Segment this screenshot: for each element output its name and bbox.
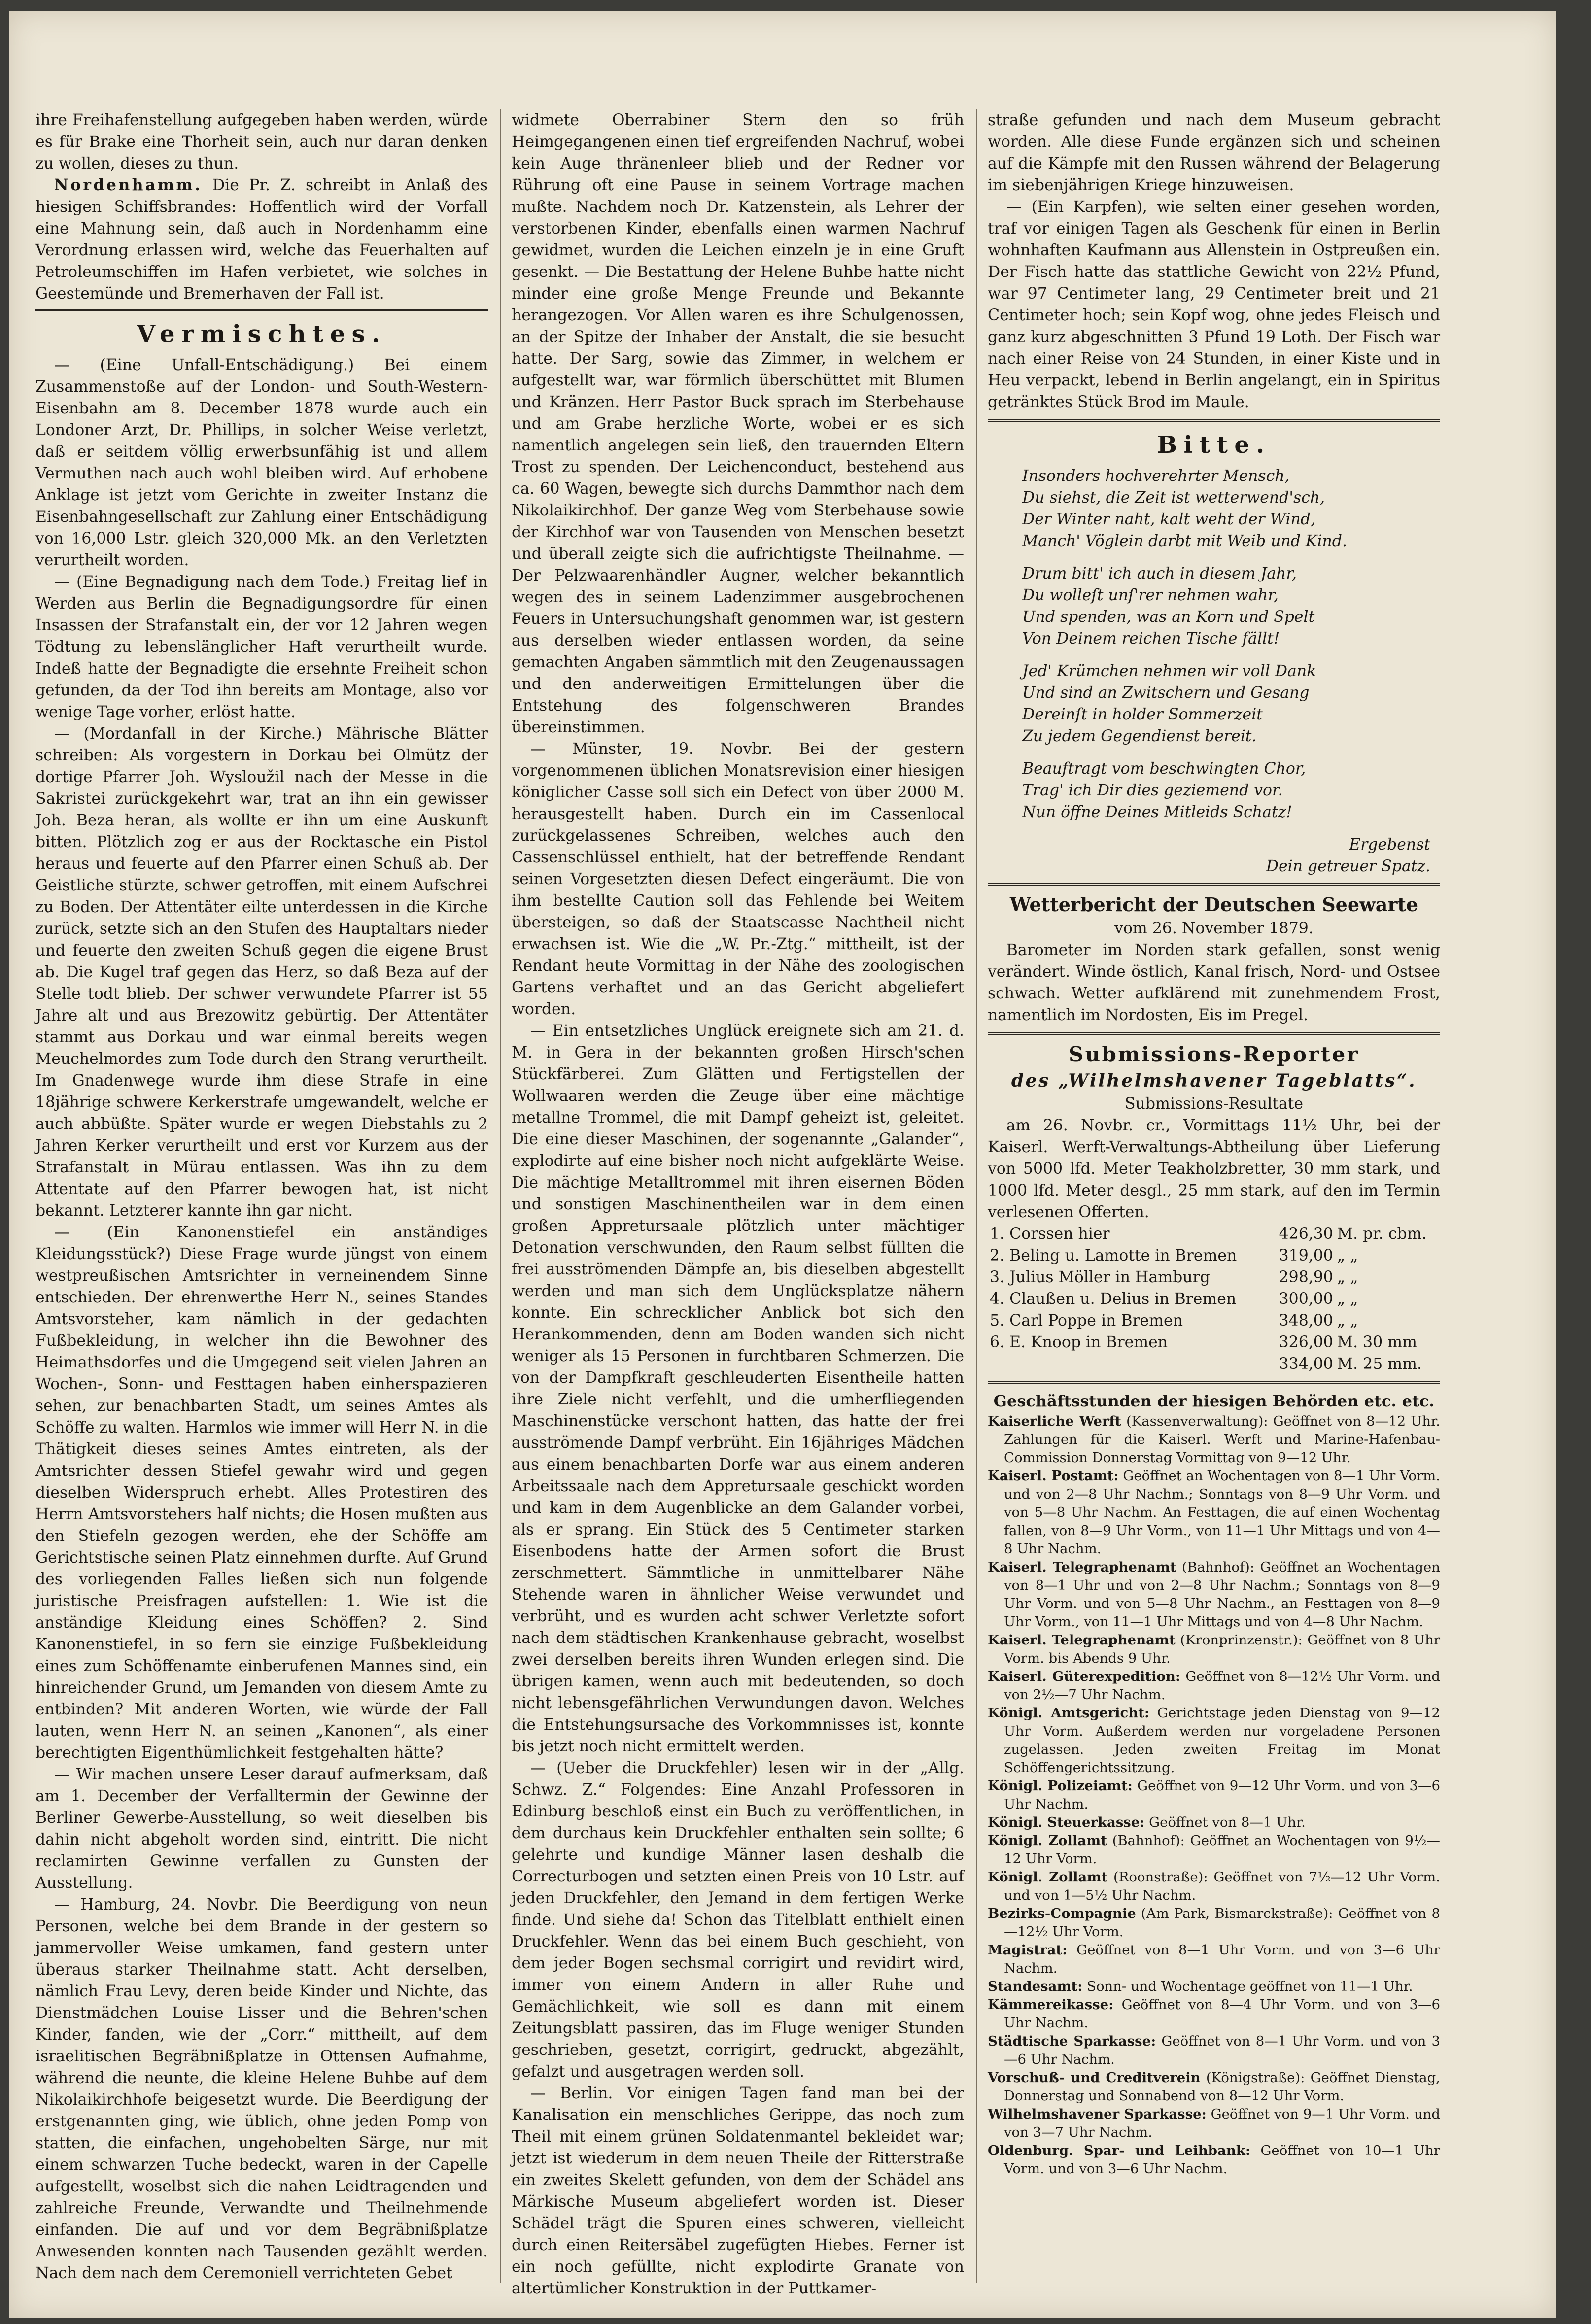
office-hours-text: Geöffnet von 8—1 Uhr Vorm. und von 3—6 Uhr Nachm.: [1004, 2033, 1440, 2067]
article-muenster: — Münster, 19. Novbr. Bei der gestern vorgenommenen üblichen Monatsrevision einer hiesigen königlicher Casse soll sich ein Defect von über 2000 M. herausgestellt haben. Durch ein im Cassenlocal zurückgelassenes Schreiben, welches auch den Cassenschlüssel enthielt, hat der betreffende Rendant seinen Vorgesetzten diesen Defect eingeräumt. Die von ihm bestellte Caution soll das Fehlende bei Weitem übersteigen, so daß der Staatscasse Nachtheil nicht erwachsen ist. Wie die „W. Pr.-Ztg.“ mittheilt, ist der Rendant heute Vormittag in der Nähe des zoologischen Gartens verhaftet und an das Gericht abgeliefert worden.: [512, 740, 964, 1018]
article-nordenhamm: [35, 174, 488, 305]
submission-subtitle: Submissions-Resultate: [1124, 1095, 1304, 1113]
submission-text: am 26. Novbr. cr., Vormittags 11½ Uhr, bei der Kaiserl. Werft-Verwaltungs-Abtheilung über Lieferung von 5000 lfd. Meter Teakholzbretter, 30 mm stark, und 1000 lfd. Meter desgl., 25 mm stark, auf den im Termin verlesenen Offerten.: [988, 1117, 1440, 1221]
article-dateline: Nordenhamm.: [54, 176, 203, 194]
divider: [988, 1381, 1440, 1384]
offer-unit: M. pr. cbm.: [1337, 1225, 1427, 1243]
offer-name: 2. Beling u. Lamotte in Bremen: [990, 1247, 1237, 1265]
office-name: Königl. Zollamt: [988, 1869, 1108, 1885]
office-name: Königl. Steuerkasse:: [988, 1814, 1145, 1830]
office-hours-text: Geöffnet von 8—4 Uhr Vorm. und von 3—6 Uhr Nachm.: [1004, 1997, 1440, 2031]
office-hours-text: Gerichtstage jeden Dienstag von 9—12 Uhr Vorm. Außerdem werden nur vorgeladene Personen zugelassen. Jeden zweiten Freitag im Monat Schöffengerichtssitzung.: [1004, 1705, 1441, 1776]
office-hours-list: [988, 1412, 1440, 2178]
article-gera-accident: — Ein entsetzliches Unglück ereignete sich am 21. d. M. in Gera in der bekannten großen Hirsch'schen Stückfärberei. Zum Glätten und Fertigstellen der Wollwaaren werden die Zeuge über eine mächtige metallne Trommel, die mit Dampf geheizt ist, geleitet. Die eine dieser Maschinen, der sogenannte „Galander“, explodirte auf eine bisher noch nicht aufgeklärte Weise. Die mächtige Metalltrommel mit ihren eisernen Böden und sonstigen Maschinentheilen war in dem einen großen Appretursaale plötzlich unter mächtiger Detonation verschwunden, den Raum selbst füllten die frei ausströmenden Dämpfe an, bis dieselben abgestellt werden und man sich dem Unglücksplatze nähern konnte. Ein schrecklicher Anblick bot sich den Herankommenden, denn am Boden wanden sich nicht weniger als 15 Personen in furchtbaren Schmerzen. Die von der Dampfkraft geschleuderten Eisentheile hatten ihre Ziele nicht verfehlt, und die umherfliegenden Maschinenstücke verschont hatten, das hatte der frei ausströmende Dampf verbrüht. Ein 16jähriges Mädchen aus einem benachbarten Dorfe war aus einem anderen Arbeitssaale nach dem Appretursaale geschickt worden und kam in dem Augenblicke an dem Galander vorbei, als er sprang. Ein Stück des 5 Centimeter starken Eisenbodens hatte der Armen sofort die Brust zerschmettert. Sämmtliche in unmittelbarer Nähe Stehende waren in ähnlicher Weise verwundet und verbrüht, und es wurden acht schwer Verletzte sofort nach dem städtischen Krankenhause gebracht, woselbst zwei derselben bereits ihren Wunden erlegen sind. Die übrigen kamen, wenn auch mit bedeutenden, so doch nicht lebensgefährlichen Verwundungen davon. Welches die Entstehungsursache des Vorkommnisses ist, konnte bis jetzt noch nicht ermittelt werden.: [512, 1022, 964, 1755]
poem-line: Du siehst, die Zeit ist wetterwend'sch,: [1022, 489, 1325, 507]
office-hours-text: Geöffnet von 8—12½ Uhr Vorm. und von 2½—7 Uhr Nachm.: [1004, 1669, 1440, 1703]
divider: [35, 309, 488, 311]
office-hours-text: (Bahnhof): Geöffnet an Wochentagen von 9½—12 Uhr Vorm.: [1004, 1833, 1440, 1867]
poem-stanza: [1022, 563, 1440, 649]
article-accident-compensation: — (Eine Unfall-Entschädigung.) Bei einem Zusammenstoße auf der London- und South-Western-Eisenbahn am 8. December 1878 wurde auch ein Londoner Arzt, Dr. Phillips, in solcher Weise verletzt, daß er seitdem völlig erwerbsunfähig ist und allem Vermuthen nach auch wohl bleiben wird. Auf erhobene Anklage ist jetzt vom Gerichte in zweiter Instanz die Eisenbahngesellschaft zur Zahlung einer Entschädigung von 16,000 Lstr. gleich 320,000 Mk. an den Verletzten verurtheilt worden.: [35, 356, 488, 569]
offer-name: 1. Corssen hier: [990, 1225, 1110, 1243]
office-hours-entry: [988, 1978, 1440, 1996]
offer-row: [988, 1266, 1440, 1288]
office-name: Vorschuß- und Creditverein: [988, 2070, 1201, 2085]
office-name: Kämmereikasse:: [988, 1997, 1114, 2013]
office-hours-entry: [988, 2142, 1440, 2178]
article-body: Die Pr. Z. schreibt in Anlaß des hiesigen Schiffsbrandes: Hoffentlich wird der Vorfall eine Mahnung sein, daß auch in Nordenhamm eine Verordnung erlassen wird, welche das Feuerhalten auf Petroleumschiffen im Hafen verbietet, wie solches in Geestemünde und Bremerhaven der Fall ist.: [35, 176, 488, 303]
office-hours-entry: [988, 1558, 1440, 1631]
offer-name: [988, 1353, 1270, 1375]
office-hours-entry: [988, 1704, 1440, 1777]
column-3: [988, 109, 1440, 2283]
weather-title: Wetterbericht der Deutschen Seewarte: [1009, 893, 1418, 916]
office-hours-entry: [988, 1777, 1440, 1813]
article-carp: — (Ein Karpfen), wie selten einer gesehen worden, traf vor einigen Tagen als Geschenk für einen in Berlin wohnhaften Kaufmann aus Allenstein in Ostpreußen ein. Der Fisch hatte das stattliche Gewicht von 22½ Pfund, war 97 Centimeter lang, 29 Centimeter breit und 21 Centimeter hoch; sein Kopf wog, ohne jedes Fleisch und ganz kurz abgeschnitten 3 Pfund 19 Loth. Der Fisch war nach einer Reise von 24 Stunden, in einer Kiste und in Heu verpackt, lebend in Berlin angelangt, ein in Spiritus getränktes Stück Brod im Maule.: [988, 198, 1440, 411]
poem-line: Nun öffne Deines Mitleids Schatz!: [1022, 803, 1292, 821]
column-rule: [500, 109, 501, 2283]
column-rule: [976, 109, 977, 2283]
office-name: Bezirks-Compagnie: [988, 1906, 1136, 1921]
offer-unit: „ „: [1337, 1290, 1358, 1308]
office-hours-entry: [988, 1996, 1440, 2032]
office-name: Kaiserliche Werft: [988, 1413, 1121, 1429]
poem-stanza: [1022, 465, 1440, 552]
office-name: Städtische Sparkasse:: [988, 2033, 1156, 2049]
poem-line: Jed' Krümchen nehmen wir voll Dank: [1022, 662, 1316, 680]
office-hours-text: Geöffnet von 8—1 Uhr Vorm. und von 3—6 Uhr Nachm.: [1004, 1942, 1440, 1976]
office-hours-text: Geöffnet von 8—1 Uhr.: [1144, 1814, 1306, 1830]
divider: [988, 419, 1440, 422]
offer-price: 319,00: [1279, 1247, 1333, 1265]
poem-title: Bitte.: [1157, 431, 1271, 459]
poem-line: Und spenden, was an Korn und Spelt: [1022, 608, 1315, 626]
poem-signature: Dein getreuer Spatz.: [1266, 857, 1430, 875]
office-name: Königl. Polizeiamt:: [988, 1778, 1133, 1794]
office-name: Kaiserl. Güterexpedition:: [988, 1669, 1180, 1684]
offer-price: 426,30: [1279, 1225, 1333, 1243]
divider: [988, 883, 1440, 886]
article-pardon: — (Eine Begnadigung nach dem Tode.) Freitag lief in Werden aus Berlin die Begnadigungsordre für einen Insassen der Strafanstalt ein, der vor 12 Jahren wegen Tödtung zu lebenslänglicher Haft verurtheilt wurde. Indeß hatte der Begnadigte die ersehnte Freiheit schon gefunden, da der Tod ihn bereits am Montage, also vor wenige Tage vorher, erlöst hatte.: [35, 573, 488, 721]
office-hours-entry: [988, 1668, 1440, 1704]
hours-title: Geschäftsstunden der hiesigen Behörden etc. etc.: [993, 1392, 1435, 1410]
poem-stanza: [1022, 758, 1440, 823]
offer-name: 4. Claußen u. Delius in Bremen: [990, 1290, 1237, 1308]
offer-price: 334,00: [1279, 1355, 1333, 1373]
article-exhibition: — Wir machen unsere Leser darauf aufmerksam, daß am 1. December der Verfalltermin der Gewinne der Berliner Gewerbe-Ausstellung, so weit dieselben bis dahin nicht abgeholt worden sind, eintritt. Die nicht reclamirten Gewinne verfallen zu Gunsten der Ausstellung.: [35, 1766, 488, 1892]
office-hours-entry: [988, 1412, 1440, 1467]
article-boots: — (Ein Kanonenstiefel ein anständiges Kleidungsstück?) Diese Frage wurde jüngst von einem westpreußischen Amtsrichter in verneinendem Sinne entschieden. Der ehrenwerthe Herr N., seines Standes Amtsvorsteher, kam nämlich in der gedachten Fußbekleidung, in welcher ihn die Bewohner des Heimathsdorfes und die Umgegend seit vielen Jahren an Wochen-, Sonn- und Festtagen haben einherspazieren sehen, zur benachbarten Stadt, um seines Amtes als Schöffe zu walten. Harmlos wie immer will Herr N. in die Thätigkeit dieses seines Amtes eintreten, als der Amtsrichter dessen Stiefel gewahr wird und gegen dieselben Widerspruch erhebt. Alles Protestiren des Herrn Amtsvorstehers half nichts; die Hosen mußten aus den Stiefeln gezogen werden, ehe der Schöffe am Gerichtstische seinen Platz einnehmen durfte. Auf Grund des vorliegenden Falles ließen sich nun folgende juristische Preisfragen aufstellen: 1. Wie ist die anständige Kleidung eines Schöffen? 2. Sind Kanonenstiefel, in so fern sie einzige Fußbekleidung eines zum Schöffenamte einberufenen Mannes sind, ein hinreichender Grund, um Jemanden von diesem Amte zu entbinden? Mit anderen Worten, wie würde der Fall lauten, wenn Herr N. an seinen „Kanonen“, als einer berechtigten Eigenthümlichkeit festgehalten hätte?: [35, 1224, 488, 1762]
office-hours-text: (Königstraße): Geöffnet Dienstag, Donnerstag und Sonnabend von 8—12 Uhr Vorm.: [1004, 2070, 1440, 2104]
office-hours-entry: [988, 2069, 1440, 2105]
office-name: Kaiserl. Telegraphenamt: [988, 1559, 1176, 1575]
office-hours-text: (Roonstraße): Geöffnet von 7½—12 Uhr Vorm. und von 1—5½ Uhr Nachm.: [1004, 1869, 1440, 1903]
poem-line: Du wolleſt unſ'rer nehmen wahr,: [1022, 586, 1279, 604]
office-hours-text: (Kassenverwaltung): Geöffnet von 8—12 Uhr. Zahlungen für die Kaiserl. Werft und Marine-Hafenbau-Commission Donnerstag Vormittag von 9—12 Uhr.: [1004, 1413, 1440, 1466]
weather-date: vom 26. November 1879.: [1114, 920, 1314, 937]
offer-price: 326,00: [1279, 1333, 1333, 1351]
offers-table: [988, 1223, 1440, 1375]
offer-name: 3. Julius Möller in Hamburg: [990, 1268, 1210, 1286]
office-name: Kaiserl. Telegraphenamt: [988, 1632, 1176, 1648]
poem-line: Und sind an Zwitschern und Gesang: [1022, 684, 1310, 702]
office-hours-text: (Am Park, Bismarckstraße): Geöffnet von 8—12½ Uhr Vorm.: [1004, 1906, 1440, 1940]
poem-line: Insonders hochverehrter Mensch,: [1022, 467, 1290, 485]
poem-signature: Ergebenst: [1349, 836, 1430, 854]
poem-line: Von Deinem reichen Tische fällt!: [1022, 630, 1280, 648]
office-hours-text: Geöffnet von 9—12 Uhr Vorm. und von 3—6 Uhr Nachm.: [1004, 1778, 1440, 1812]
office-hours-entry: [988, 1905, 1440, 1941]
poem: [988, 465, 1440, 823]
poem-line: Drum bitt' ich auch in diesem Jahr,: [1022, 565, 1297, 582]
poem-line: Beauftragt vom beschwingten Chor,: [1022, 760, 1306, 778]
office-name: Oldenburg. Spar- und Leihbank:: [988, 2143, 1251, 2158]
office-hours-text: Geöffnet von 10—1 Uhr Vorm. und von 3—6 Uhr Nachm.: [1004, 2143, 1440, 2177]
office-hours-text: Geöffnet an Wochentagen von 8—1 Uhr Vorm. und von 2—8 Uhr Nachm.; Sonntags von 8—9 Uhr Vorm. und von 5—8 Uhr Nachm. An Festtagen, die auf einen Wochentag fallen, von 8—9 Uhr Vorm., von 11—1 Uhr Mittags und von 4—8 Uhr Nachm.: [1004, 1468, 1440, 1557]
office-hours-entry: [988, 1868, 1440, 1905]
offer-unit: M. 30 mm: [1337, 1333, 1417, 1351]
office-hours-text: (Kronprinzenstr.): Geöffnet von 8 Uhr Vorm. bis Abends 9 Uhr.: [1004, 1632, 1441, 1666]
office-hours-entry: [988, 1467, 1440, 1558]
article-hamburg-funeral: — Hamburg, 24. Novbr. Die Beerdigung von neun Personen, welche bei dem Brande in der gestern so jammervoller Weise umkamen, fand gestern unter überaus starker Theilnahme statt. Acht derselben, nämlich Frau Levy, deren beide Kinder und Nichte, das Dienstmädchen Louise Lisser und die Behren'schen Kinder, fanden, wie der „Corr.“ mittheilt, auf dem israelitischen Begräbnißplatze in Ottensen Aufnahme, während die neunte, die kleine Helene Buhbe auf dem Nikolaikirchhofe beigesetzt wurde. Die Beerdigung der erstgenannten ging, wie üblich, ohne jeden Pomp von statten, die einfachen, ungehobelten Särge, nur mit einem schwarzen Tuche bedeckt, waren in der Capelle aufgestellt, woselbst sich die nahen Leidtragenden und zahlreiche Freunde, Verwandte und Theilnehmende einfanden. Die auf und vor dem Begräbnißplatze Anwesenden konnten nach Tausenden gezählt werden. Nach dem nach dem Ceremoniell verrichteten Gebet: [35, 1896, 488, 2282]
poem-stanza: [1022, 660, 1440, 747]
article-berlin-continued: straße gefunden und nach dem Museum gebracht worden. Alle diese Funde ergänzen sich und scheinen auf die Kämpfe mit den Russen während der Belagerung im siebenjährigen Kriege hinzuweisen.: [988, 111, 1440, 194]
office-name: Königl. Zollamt: [988, 1833, 1107, 1848]
office-hours-entry: [988, 1813, 1440, 1832]
article-church-attack: — (Mordanfall in der Kirche.) Mährische Blätter schreiben: Als vorgestern in Dorkau bei Olmütz der dortige Pfarrer Joh. Wysloužil nach der Messe in die Sakristei zurückgekehrt war, trat an ihn ein gewisser Joh. Beza heran, als wollte er ihn um eine Auskunft bitten. Plötzlich zog er aus der Rocktasche ein Pistol heraus und feuerte auf den Pfarrer einen Schuß ab. Der Geistliche stürzte, schwer getroffen, mit einem Aufschrei zu Boden. Der Attentäter eilte unterdessen in die Kirche zurück, setzte sich an den Stufen des Hauptaltars nieder und feuerte den zweiten Schuß gegen die eigene Brust ab. Die Kugel traf gegen das Herz, so daß Beza auf der Stelle todt blieb. Der schwer verwundete Pfarrer ist 55 Jahre alt und aus Brezowitz gebürtig. Der Attentäter stammt aus Dorkau und war einmal bereits wegen Meuchelmordes zum Tode durch den Strang verurtheilt. Im Gnadenwege wurde ihm diese Strafe in eine 18jährige schwere Kerkerstrafe umgewandelt, welche er auch abbüßte. Später wurde er wegen Diebstahls zu 2 Jahren Kerker verurtheilt und erst vor Kurzem aus der Strafanstalt in Mürau entlassen. Was ihn zu dem Attentate auf den Pfarrer bewogen hat, ist nicht bekannt. Letzterer kannte ihn gar nicht.: [35, 725, 488, 1220]
office-name: Wilhelmshavener Sparkasse:: [988, 2106, 1207, 2122]
offer-row: [988, 1353, 1440, 1375]
poem-line: Manch' Vöglein darbt mit Weib und Kind.: [1022, 532, 1347, 550]
article-misprints: — (Ueber die Druckfehler) lesen wir in der „Allg. Schwz. Z.“ Folgendes: Eine Anzahl Professoren in Edinburg beschloß einst ein Buch zu veröffentlichen, in dem durchaus kein Druckfehler enthalten sein sollte; 6 gelehrte und kundige Männer lasen deshalb die Correcturbogen und setzten einen Preis von 10 Lstr. auf jeden Druckfehler, den Jemand in dem fertigen Werke finde. Und siehe da! Schon das Titelblatt enthielt einen Druckfehler. Wenn das bei einem Buch geschieht, von dem jeder Bogen sechsmal corrigirt und revidirt wird, immer von einem Andern in aller Ruhe und Gemächlichkeit, wie soll es dann mit einem Zeitungsblatt passiren, das im Fluge weniger Stunden geschrieben, gesetzt, corrigirt, gedruckt, abgezählt, gefalzt und ausgetragen werden soll.: [512, 1759, 964, 2081]
office-hours-text: Sonn- und Wochentage geöffnet von 11—1 Uhr.: [1082, 1979, 1413, 1994]
article-berlin-skeleton: — Berlin. Vor einigen Tagen fand man bei der Kanalisation ein menschliches Gerippe, das noch zum Theil mit einem grünen Soldatenmantel bekleidet war; jetzt ist wiederum in dem neuen Theile der Ritterstraße ein zweites Skelett gefunden, von dem der Schädel ans Märkische Museum abgeliefert worden ist. Dieser Schädel trägt die Spuren eines schweren, vielleicht durch einen Reitersäbel zugefügten Hiebes. Ferner ist ein noch gefüllte, nicht explodirte Granate von altertümlicher Konstruktion in der Puttkamer-: [512, 2085, 964, 2297]
offer-price: 298,90: [1279, 1268, 1333, 1286]
offer-name: 6. E. Knoop in Bremen: [990, 1333, 1168, 1351]
office-name: Standesamt:: [988, 1979, 1083, 1994]
column-1: [35, 109, 488, 2283]
article-continuation: ihre Freihafenstellung aufgegeben haben werden, würde es für Brake eine Thorheit sein, auch nur daran denken zu wollen, dieses zu thun.: [35, 111, 488, 172]
offer-row: [988, 1288, 1440, 1310]
office-hours-text: Geöffnet von 9—1 Uhr Vorm. und von 3—7 Uhr Nachm.: [1004, 2106, 1440, 2140]
office-name: Königl. Amtsgericht:: [988, 1705, 1150, 1721]
submission-title-2: des „Wilhelmshavener Tageblatts“.: [1011, 1070, 1417, 1091]
offer-price: 348,00: [1279, 1312, 1333, 1330]
offer-name: 5. Carl Poppe in Bremen: [990, 1312, 1183, 1330]
office-hours-entry: [988, 2032, 1440, 2069]
poem-line: Trag' ich Dir dies geziemend vor.: [1022, 782, 1283, 799]
office-hours-entry: [988, 1941, 1440, 1978]
submission-title: Submissions-Reporter: [1068, 1042, 1360, 1066]
poem-line: Zu jedem Gegendienst bereit.: [1022, 727, 1257, 745]
column-2: [512, 109, 964, 2297]
office-hours-entry: [988, 1832, 1440, 1868]
poem-line: Dereinſt in holder Sommerzeit: [1022, 706, 1263, 723]
divider: [988, 1032, 1440, 1035]
offer-unit: M. 25 mm.: [1337, 1355, 1422, 1373]
offer-row: [988, 1223, 1440, 1245]
page-content: [35, 109, 1441, 2297]
office-hours-text: (Bahnhof): Geöffnet an Wochentagen von 8—1 Uhr und von 2—8 Uhr Nachm.; Sonntags von 8—9 Uhr Vorm. und von 5—8 Uhr Nachm., an Festtagen von 8—9 Uhr Vorm., von 11—1 Uhr Mittags und von 4—8 Uhr Nachm.: [1004, 1559, 1440, 1630]
offer-unit: „ „: [1337, 1268, 1358, 1286]
poem-line: Der Winter naht, kalt weht der Wind,: [1022, 511, 1315, 528]
offer-unit: „ „: [1337, 1312, 1358, 1330]
offer-unit: „ „: [1337, 1247, 1358, 1265]
article-funeral-continued: widmete Oberrabiner Stern den so früh Heimgegangenen einen tief ergreifenden Nachruf, wobei kein Auge thränenleer blieb und der Redner vor Rührung oft eine Pause in seinem Vortrage machen mußte. Nachdem noch Dr. Katzenstein, als Lehrer der verstorbenen Kinder, ebenfalls einen warmen Nachruf gewidmet, wurden die Leichen einzeln je in eine Gruft gesenkt. — Die Bestattung der Helene Buhbe hatte nicht minder eine große Menge Freunde und Bekannte herangezogen. Vor Allen waren es ihre Schulgenossen, an der Spitze der Inhaber der Anstalt, die sie besucht hatte. Der Sarg, sowie das Zimmer, in welchem er aufgestellt war, war förmlich überschüttet mit Blumen und Kränzen. Herr Pastor Buck sprach im Sterbehause und am Grabe herzliche Worte, wobei er es sich namentlich angelegen sein ließ, den trauernden Eltern Trost zu spenden. Der Leichenconduct, bestehend aus ca. 60 Wagen, bewegte sich durchs Dammthor nach dem Nikolaikirchhof. Der ganze Weg vom Sterbehause sowie der Kirchhof war von Tausenden von Menschen besetzt und überall zeigte sich die aufrichtigste Theilnahme. — Der Pelzwaarenhändler Augner, welcher bekanntlich wegen des in seinem Ladenzimmer ausgebrochenen Feuers in Untersuchungshaft genommen war, ist gestern aus derselben wieder entlassen worden, da seine gemachten Angaben sämmtlich mit den Zeugenaussagen und den anderweitigen Ermittelungen über die Entstehung des folgenschweren Brandes übereinstimmen.: [512, 111, 964, 736]
offer-price: 300,00: [1279, 1290, 1333, 1308]
offer-row: [988, 1310, 1440, 1332]
office-hours-entry: [988, 1631, 1440, 1668]
office-hours-entry: [988, 2105, 1440, 2142]
offer-row: [988, 1332, 1440, 1353]
section-heading: Vermischtes.: [137, 320, 387, 348]
office-name: Kaiserl. Postamt:: [988, 1468, 1119, 1484]
offer-row: [988, 1245, 1440, 1266]
weather-text: Barometer im Norden stark gefallen, sonst wenig verändert. Winde östlich, Kanal frisch, Nord- und Ostsee schwach. Wetter aufklärend mit zunehmendem Frost, namentlich im Nordosten, Eis im Pregel.: [988, 941, 1440, 1024]
office-name: Magistrat:: [988, 1942, 1068, 1958]
newspaper-page: [9, 11, 1556, 2318]
